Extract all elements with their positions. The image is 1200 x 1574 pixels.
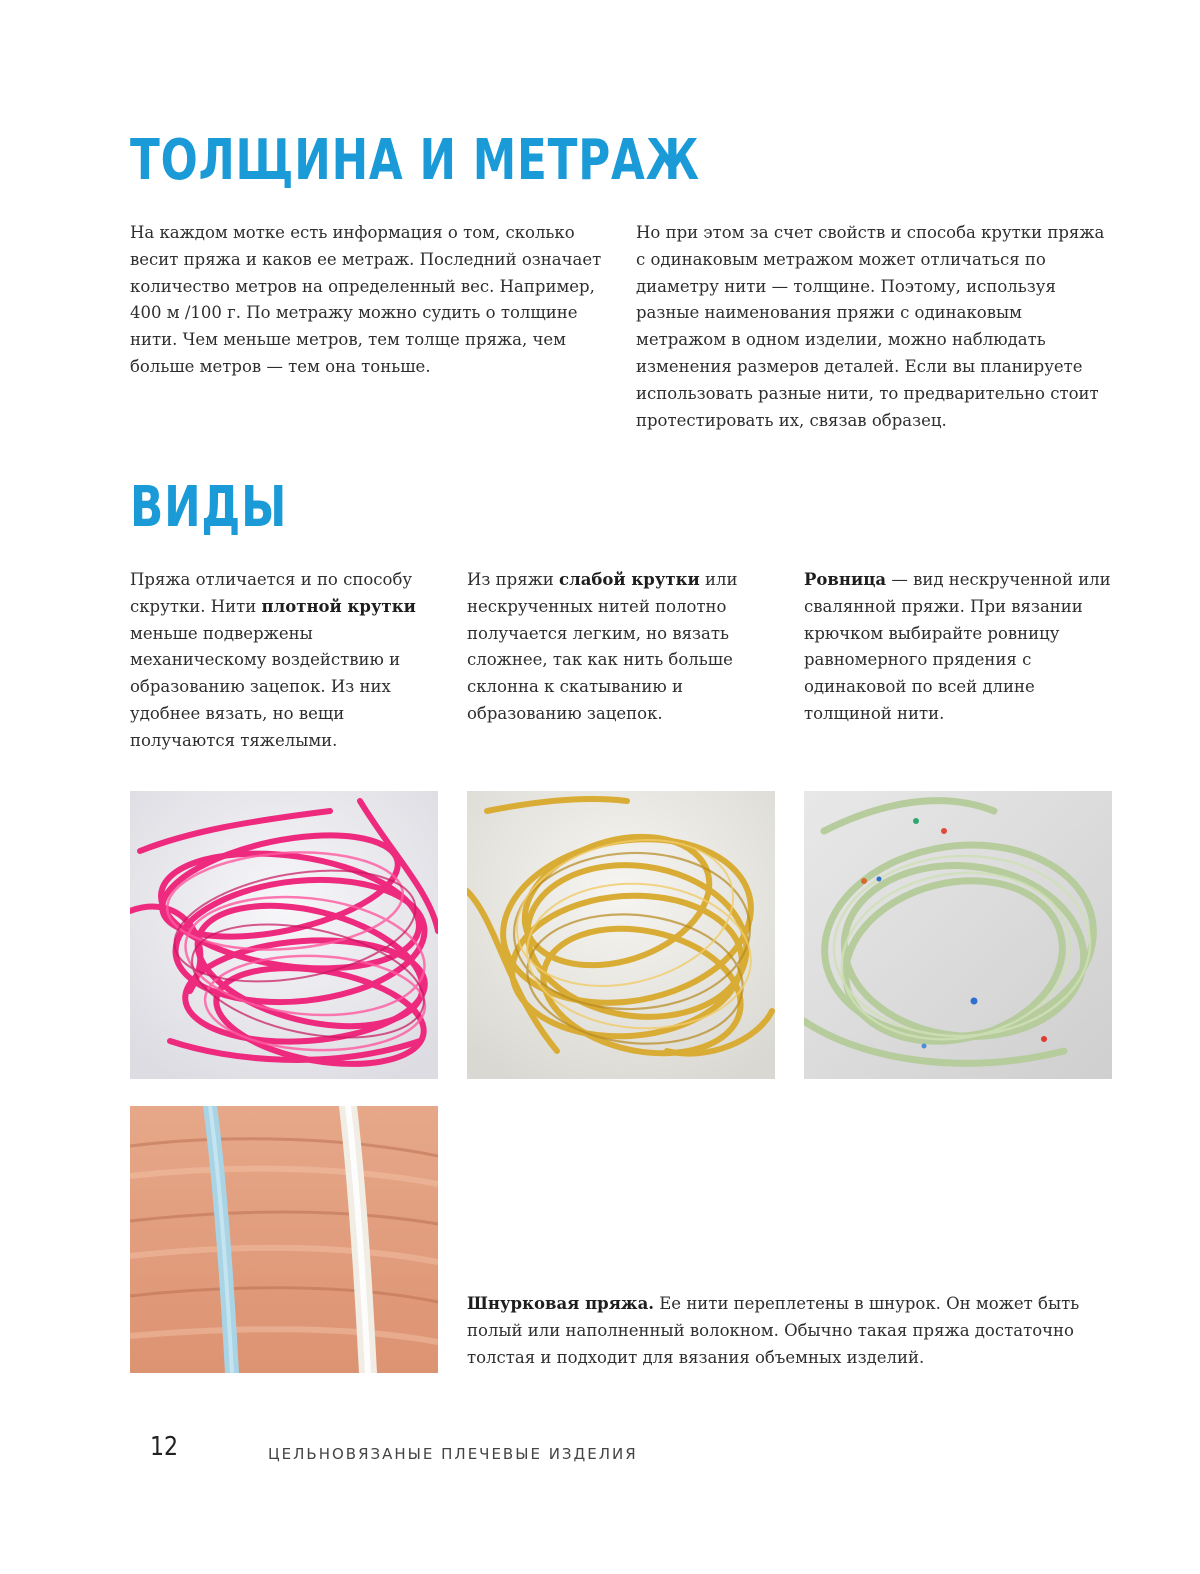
- term-cord-yarn: Шнурковая пряжа.: [467, 1294, 655, 1313]
- text-run: или нескрученных нитей полотно получается легким, но вязать сложнее, так как нить больше склонна к скатыванию и образованию зацепок.: [467, 570, 738, 723]
- paragraph-loose-twist: [467, 567, 767, 728]
- paragraph-roving: [804, 567, 1114, 728]
- photo-pink-yarn: [130, 791, 438, 1079]
- term-tight-twist: плотной крутки: [261, 596, 416, 616]
- section-title-types: ВИДЫ: [130, 475, 288, 540]
- text-run: меньше подвержены механическому воздействию и образованию зацепок. Из них удобнее вязать, но вещи получаются тяжелыми.: [130, 623, 401, 750]
- photo-cord-yarn: [130, 1106, 438, 1373]
- section-title-thickness: ТОЛЩИНА И МЕТРАЖ: [130, 128, 700, 193]
- paragraph-tight-twist: [130, 567, 430, 755]
- text-run: — вид нескрученной или свалянной пряжи. При вязании крючком выбирайте ровницу равномерного прядения с одинаковой по всей длине толщиной нити.: [804, 570, 1111, 723]
- text-run: Пряжа отличается и по способу скрутки. Нити: [130, 570, 413, 616]
- text-run: Ее нити переплетены в шнурок. Он может быть полый или наполненный волокном. Обычно такая пряжа достаточно толстая и подходит для вязания объемных изделий.: [467, 1294, 1080, 1367]
- paragraph-cord-yarn: [467, 1291, 1127, 1371]
- running-footer-title: ЦЕЛЬНОВЯЗАНЫЕ ПЛЕЧЕВЫЕ ИЗДЕЛИЯ: [268, 1445, 638, 1463]
- paragraph-thickness-right: Но при этом за счет свойств и способа крутки пряжа с одинаковым метражом может отличаться по диаметру нити — толщине. Поэтому, используя разные наименования пряжи с одинаковым метражом в одном изделии, можно наблюдать изменения размеров деталей. Если вы планируете использовать разные нити, то предварительно стоит протестировать их, связав образец.: [636, 223, 1105, 430]
- term-loose-twist: слабой крутки: [559, 570, 700, 589]
- term-roving: Ровница: [804, 570, 887, 589]
- photo-green-roving: [804, 791, 1112, 1079]
- paragraph-thickness-left: На каждом мотке есть информация о том, сколько весит пряжа и каков ее метраж. Последний означает количество метров на определенный вес. Например, 400 м /100 г. По метражу можно судить о толщине нити. Чем меньше метров, тем толще пряжа, чем больше метров — тем она тоньше.: [130, 223, 602, 376]
- page-number: 12: [150, 1432, 179, 1462]
- photo-yellow-yarn: [467, 791, 775, 1079]
- text-run: Из пряжи: [467, 570, 560, 589]
